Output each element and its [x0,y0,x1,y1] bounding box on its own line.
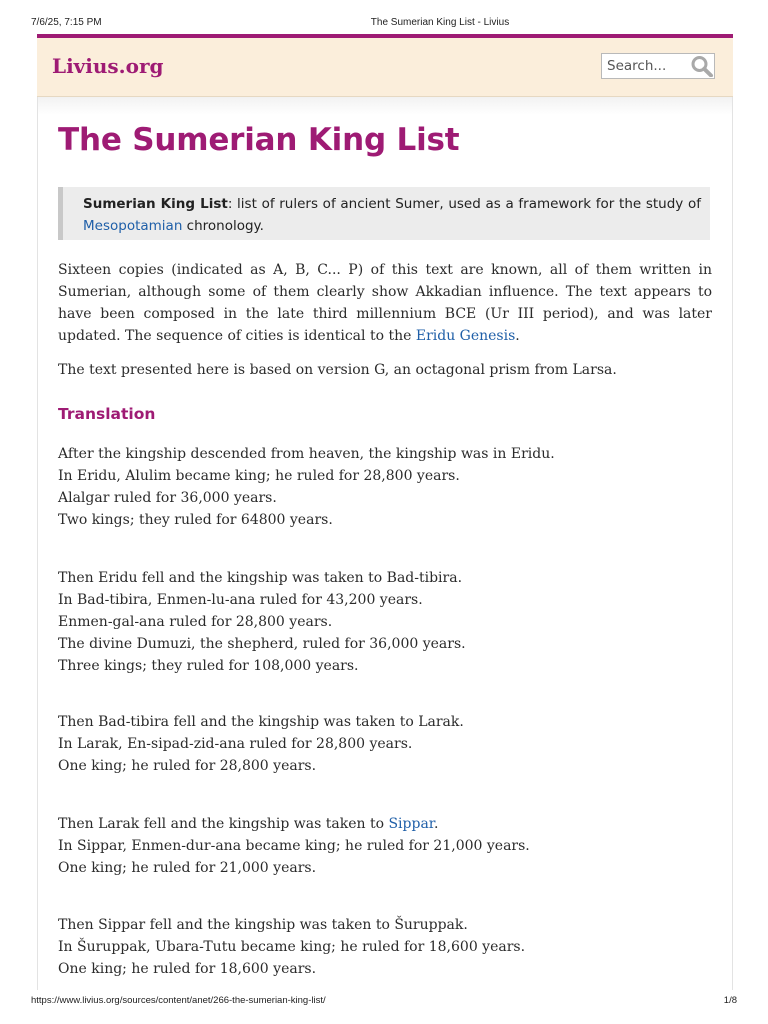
stanza-suruppak [58,914,712,980]
stanza-line: Three kings; they ruled for 108,000 years. [58,658,359,674]
stanza-line [58,813,712,835]
stanza-line: In Sippar, Enmen-dur-ana became king; he ruled for 21,000 years. [58,838,530,854]
stanza-line: One king; he ruled for 18,600 years. [58,961,317,977]
search-box [601,53,715,79]
stanza-text-end: . [433,816,439,832]
stanza-sippar [58,813,712,879]
summary-term: Sumerian King List [83,196,228,212]
search-input[interactable] [602,54,691,78]
site-header [37,34,733,97]
stanza-bad-tibira [58,567,712,677]
stanza-text: Then Larak fell and the kingship was taken to [58,816,389,832]
stanza-eridu [58,443,712,531]
stanza-line: Then Eridu fell and the kingship was taken to Bad-tibira. [58,570,463,586]
nav-bar [38,97,732,115]
intro-text: Sixteen copies (indicated as A, B, C... P) of this text are known, all of them written in Sumerian, although some of them clearly show Akkadian influence. The text appears to have been composed in the late third millennium BCE (Ur III period), and was later updated. The sequence of cities is identical to the [58,262,712,344]
stanza-line: One king; he ruled for 28,800 years. [58,758,317,774]
print-url: https://www.livius.org/sources/content/anet/266-the-sumerian-king-list/ [31,995,326,1006]
sippar-link[interactable]: Sippar [388,816,434,832]
stanza-line: Then Bad-tibira fell and the kingship was taken to Larak. [58,714,464,730]
summary-box [58,187,710,240]
summary-text-end: chronology. [182,218,264,234]
site-logo-link[interactable]: Livius.org [52,54,164,78]
version-note: The text presented here is based on version G, an octagonal prism from Larsa. [58,362,617,378]
stanza-line: Two kings; they ruled for 64800 years. [58,512,333,528]
stanza-line: Alalgar ruled for 36,000 years. [58,490,277,506]
stanza-line: In Bad-tibira, Enmen-lu-ana ruled for 43,200 years. [58,592,423,608]
mesopotamian-link[interactable]: Mesopotamian [83,218,183,234]
stanza-line: Enmen-gal-ana ruled for 28,800 years. [58,614,333,630]
stanza-line: In Eridu, Alulim became king; he ruled for 28,800 years. [58,468,460,484]
translation-heading: Translation [58,405,156,423]
eridu-genesis-link[interactable]: Eridu Genesis [415,328,516,344]
stanza-line: After the kingship descended from heaven, the kingship was in Eridu. [58,446,555,462]
stanza-line: In Larak, En-sipad-zid-ana ruled for 28,800 years. [58,736,413,752]
stanza-line: In Šuruppak, Ubara-Tutu became king; he ruled for 18,600 years. [58,939,526,955]
intro-text-end: . [515,328,520,344]
magnifier-icon[interactable] [690,55,714,77]
print-tab-title: The Sumerian King List - Livius [370,17,510,28]
stanza-line: Then Sippar fell and the kingship was taken to Šuruppak. [58,917,468,933]
page-title: The Sumerian King List [58,122,460,158]
stanza-line: The divine Dumuzi, the shepherd, ruled for 36,000 years. [58,636,466,652]
print-datetime: 7/6/25, 7:15 PM [31,17,102,28]
stanza-line: One king; he ruled for 21,000 years. [58,860,317,876]
intro-paragraph [58,259,712,347]
print-page-number: 1/8 [723,995,737,1006]
summary-text: : list of rulers of ancient Sumer, used as a framework for the study of [227,196,701,212]
stanza-larak [58,711,712,777]
